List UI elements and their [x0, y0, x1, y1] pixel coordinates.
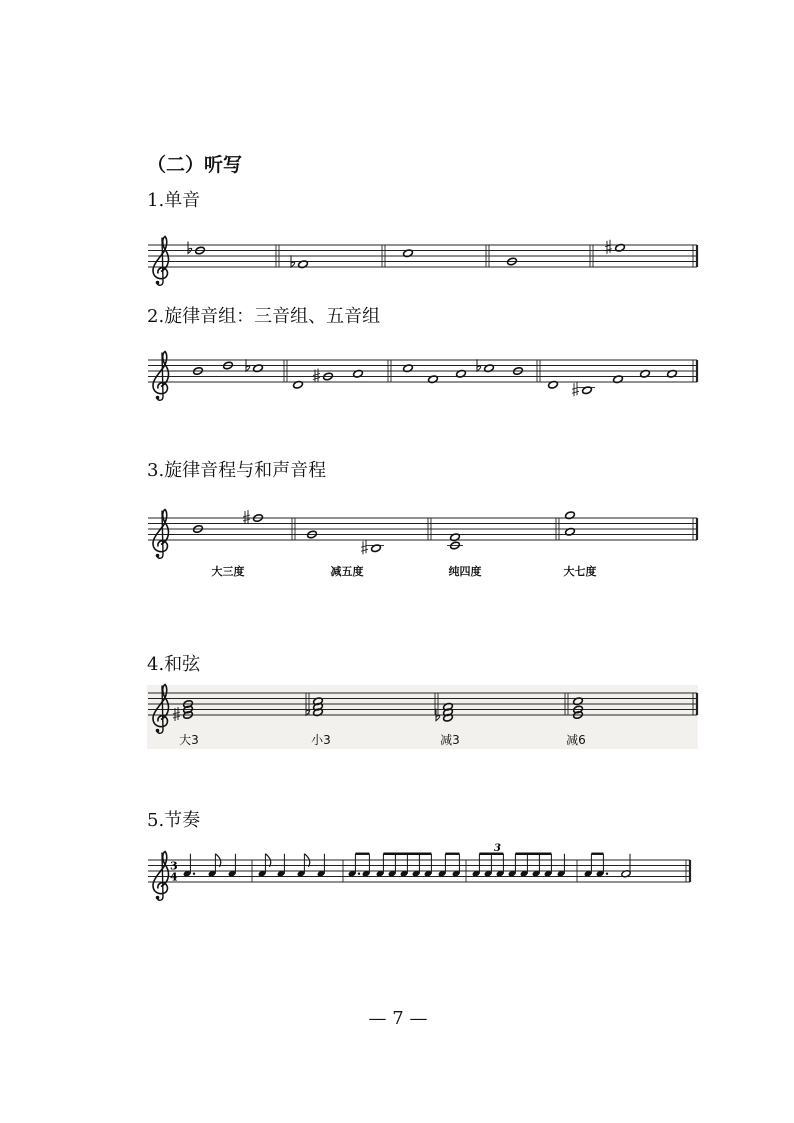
treble-clef-icon — [153, 852, 168, 901]
treble-clef-icon — [153, 352, 168, 401]
sharp-icon — [572, 382, 579, 396]
sharp-icon — [361, 540, 368, 554]
sharp-icon — [605, 240, 612, 254]
chord-label-2: 小3 — [311, 733, 331, 747]
flat-icon — [188, 242, 192, 254]
tuplet-number: 3 — [494, 843, 501, 854]
interval-label-4: 大七度 — [563, 565, 597, 578]
time-signature-bottom: 4 — [170, 870, 178, 884]
chord-label-3: 减3 — [440, 733, 460, 747]
item-title-intervals: 3.旋律音程与和声音程 — [147, 460, 327, 481]
staff-chords — [148, 685, 697, 734]
treble-clef-icon — [153, 237, 168, 286]
augmentation-dot — [193, 873, 195, 875]
augmentation-dot — [606, 873, 608, 875]
item-title-chords: 4.和弦 — [147, 654, 201, 675]
section-title: （二）听写 — [147, 154, 243, 176]
interval-label-3: 纯四度 — [448, 565, 482, 578]
treble-clef-icon — [153, 685, 168, 734]
interval-label-1: 大三度 — [211, 565, 245, 578]
chord-label-1: 大3 — [179, 733, 199, 747]
item-title-melodic-groups: 2.旋律音组：三音组、五音组 — [147, 306, 381, 327]
staff-melodic-groups — [148, 352, 697, 401]
staff-rhythm — [148, 843, 690, 900]
sharp-icon — [243, 510, 250, 524]
interval-label-2: 减五度 — [330, 565, 364, 578]
staff-single-notes — [148, 237, 697, 286]
augmentation-dot — [358, 873, 360, 875]
staff-intervals — [148, 510, 697, 559]
page-number: — 7 — — [368, 1008, 428, 1029]
item-title-single-notes: 1.单音 — [147, 190, 201, 211]
time-signature-top: 3 — [170, 859, 178, 873]
treble-clef-icon — [153, 510, 168, 559]
chord-label-4: 减6 — [566, 733, 586, 747]
item-title-rhythm: 5.节奏 — [147, 810, 201, 831]
